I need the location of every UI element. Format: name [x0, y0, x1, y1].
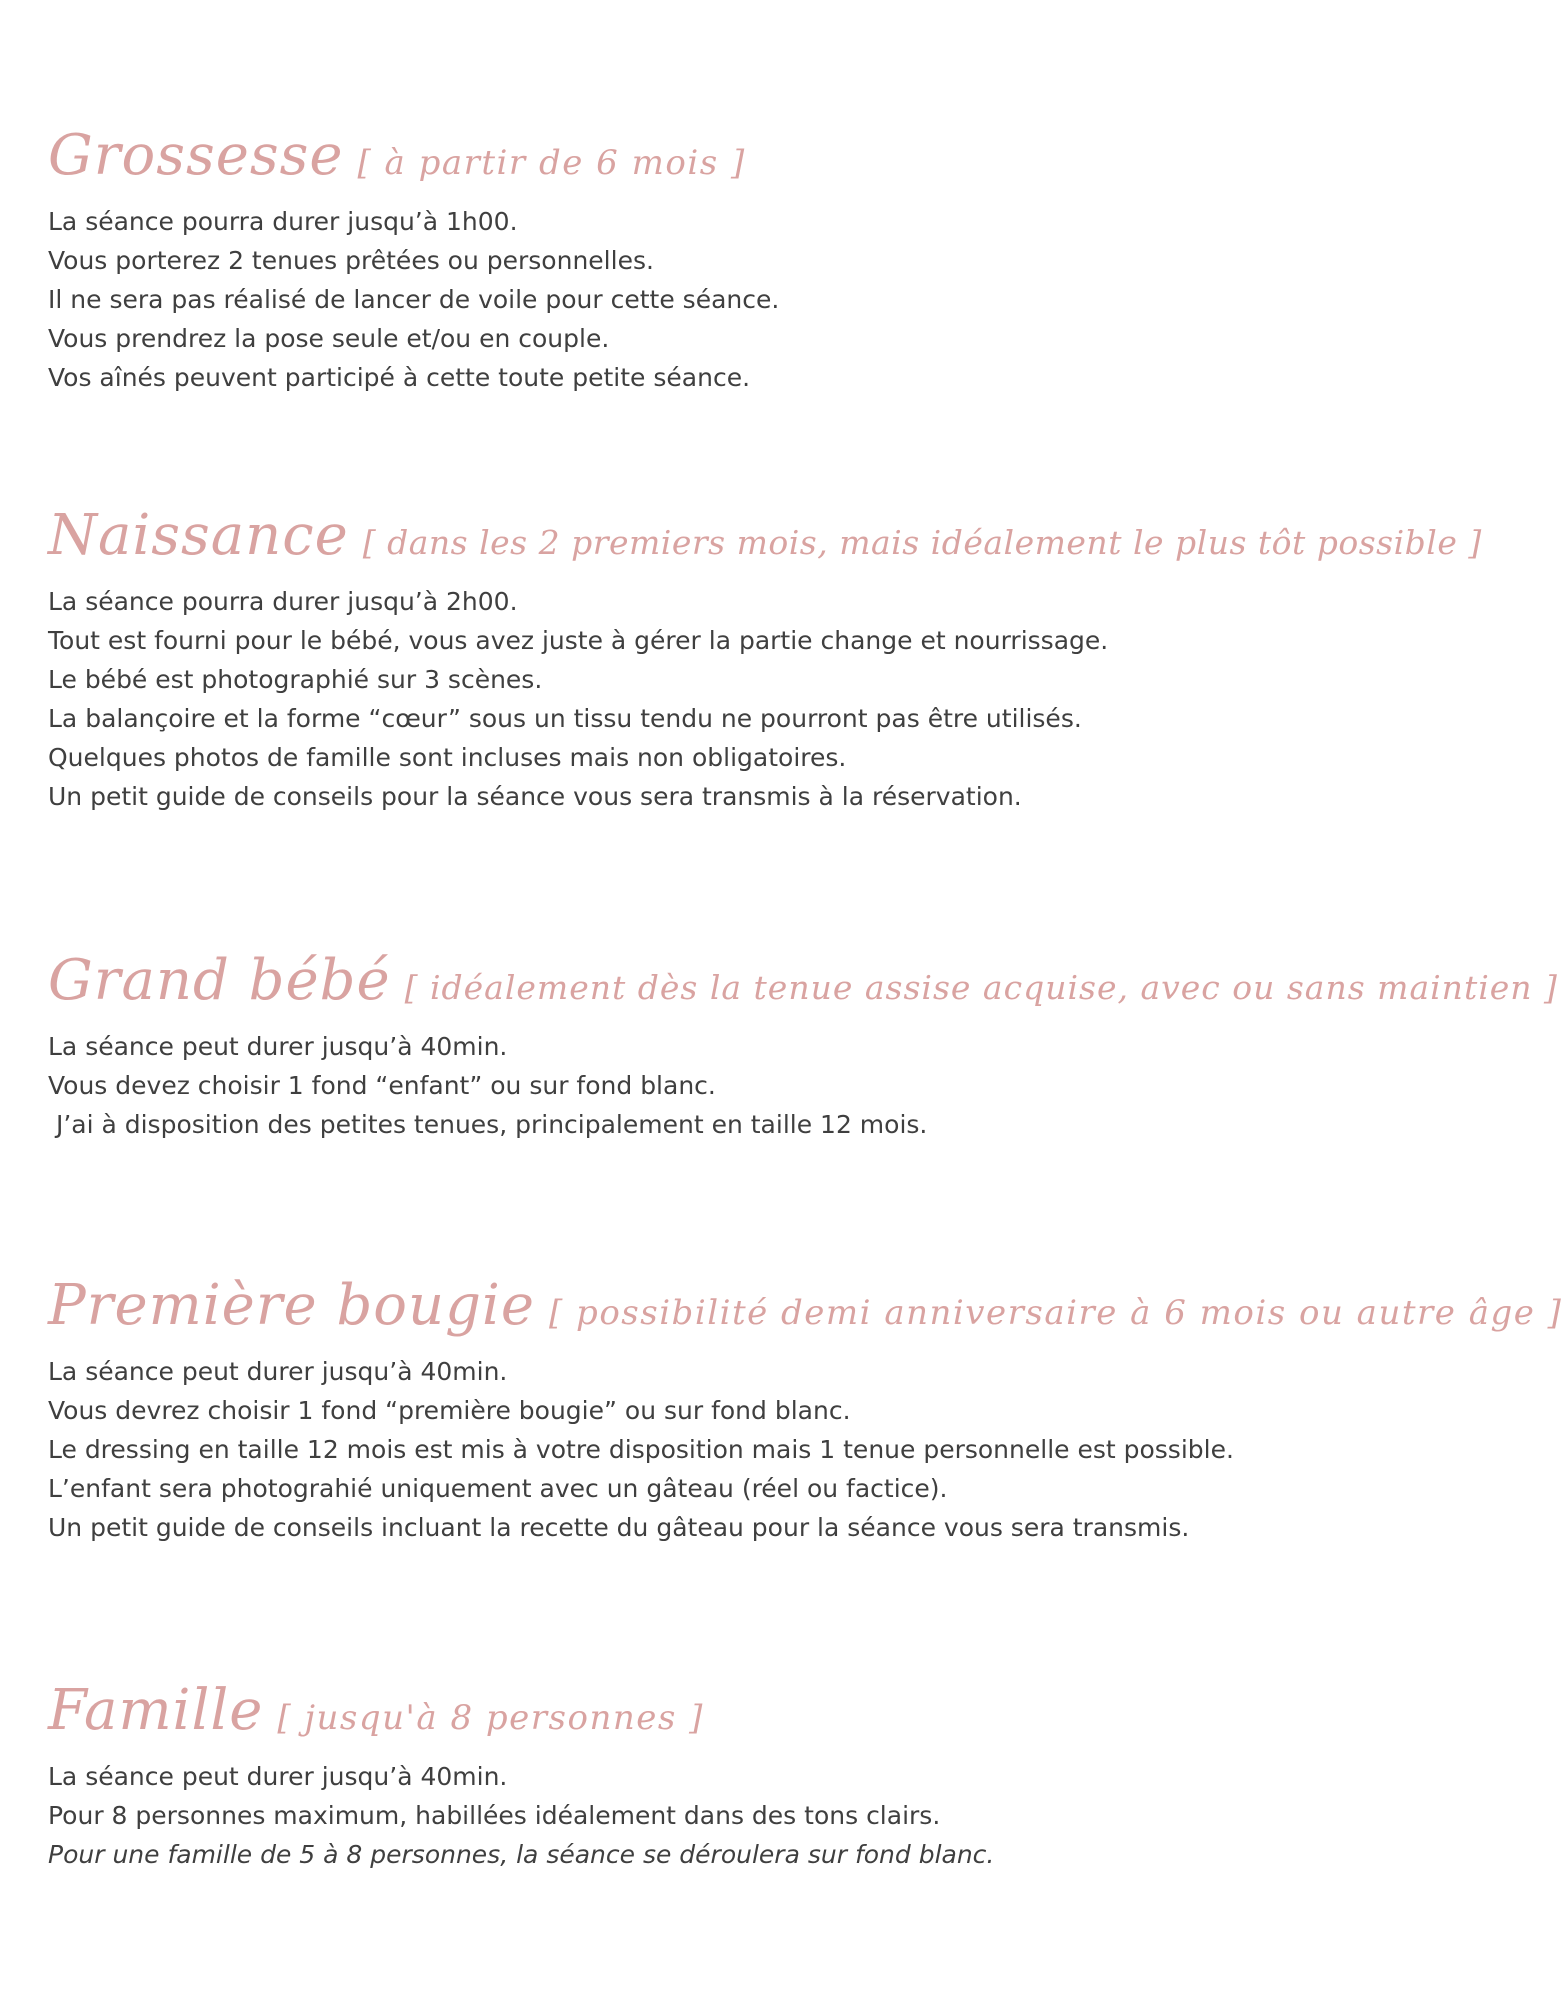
- section-premiere-bougie: [48, 1273, 1562, 1547]
- section-naissance: [48, 503, 1482, 816]
- text-line: Il ne sera pas réalisé de lancer de voile pour cette séance.: [48, 285, 780, 314]
- text-line: Tout est fourni pour le bébé, vous avez juste à gérer la partie change et nourrissage.: [48, 626, 1109, 655]
- text-line: La séance peut durer jusqu’à 40min.: [48, 1032, 508, 1061]
- section-text: [48, 1757, 1388, 1874]
- text-line: Le dressing en taille 12 mois est mis à votre disposition mais 1 tenue personnelle est possible.: [48, 1435, 1234, 1464]
- section-title: Grossesse: [48, 123, 344, 188]
- text-line: Un petit guide de conseils pour la séance vous sera transmis à la réservation.: [48, 782, 1022, 811]
- section-famille: [48, 1678, 1388, 1874]
- text-line: La séance peut durer jusqu’à 40min.: [48, 1357, 508, 1386]
- section-grossesse: [48, 123, 1388, 397]
- section-title: Naissance: [48, 503, 349, 568]
- section-text: [48, 1352, 1388, 1547]
- section-grand-bebe: [48, 948, 1558, 1144]
- text-line: La séance pourra durer jusqu’à 1h00.: [48, 207, 518, 236]
- text-line: Quelques photos de famille sont incluses mais non obligatoires.: [48, 743, 847, 772]
- text-line: Vous prendrez la pose seule et/ou en couple.: [48, 324, 610, 353]
- text-line: La balançoire et la forme “cœur” sous un tissu tendu ne pourront pas être utilisés.: [48, 704, 1082, 733]
- text-line: Pour 8 personnes maximum, habillées idéalement dans des tons clairs.: [48, 1801, 941, 1830]
- text-line: La séance pourra durer jusqu’à 2h00.: [48, 587, 518, 616]
- text-line: Un petit guide de conseils incluant la recette du gâteau pour la séance vous sera transmis.: [48, 1513, 1190, 1542]
- section-heading: [48, 503, 1482, 568]
- text-line: Vous devrez choisir 1 fond “première bougie” ou sur fond blanc.: [48, 1396, 851, 1425]
- text-line: Vous devez choisir 1 fond “enfant” ou sur fond blanc.: [48, 1071, 716, 1100]
- text-line: Le bébé est photographié sur 3 scènes.: [48, 665, 543, 694]
- section-title: Première bougie: [48, 1273, 535, 1338]
- section-subtitle: [ possibilité demi anniversaire à 6 mois ou autre âge ]: [548, 1293, 1562, 1333]
- section-heading: [48, 1273, 1562, 1338]
- text-line: Vos aînés peuvent participé à cette toute petite séance.: [48, 363, 751, 392]
- section-title: Famille: [48, 1678, 264, 1743]
- text-line: Vous porterez 2 tenues prêtées ou personnelles.: [48, 246, 654, 275]
- section-subtitle: [ dans les 2 premiers mois, mais idéalement le plus tôt possible ]: [362, 523, 1482, 562]
- section-text: [48, 582, 1388, 816]
- section-heading: [48, 948, 1558, 1013]
- section-subtitle: [ jusqu'à 8 personnes ]: [277, 1698, 704, 1738]
- text-line: La séance peut durer jusqu’à 40min.: [48, 1762, 508, 1791]
- section-title: Grand bébé: [48, 948, 391, 1013]
- section-subtitle: [ idéalement dès la tenue assise acquise, avec ou sans maintien ]: [404, 968, 1558, 1007]
- text-line: J’ai à disposition des petites tenues, principalement en taille 12 mois.: [48, 1110, 928, 1139]
- text-line: L’enfant sera photograhié uniquement avec un gâteau (réel ou factice).: [48, 1474, 948, 1503]
- italic-note: Pour une famille de 5 à 8 personnes, la séance se déroulera sur fond blanc.: [48, 1840, 995, 1869]
- section-subtitle: [ à partir de 6 mois ]: [357, 143, 746, 183]
- section-text: [48, 202, 1388, 397]
- section-text: [48, 1027, 1388, 1144]
- section-heading: [48, 1678, 1388, 1743]
- section-heading: [48, 123, 1388, 188]
